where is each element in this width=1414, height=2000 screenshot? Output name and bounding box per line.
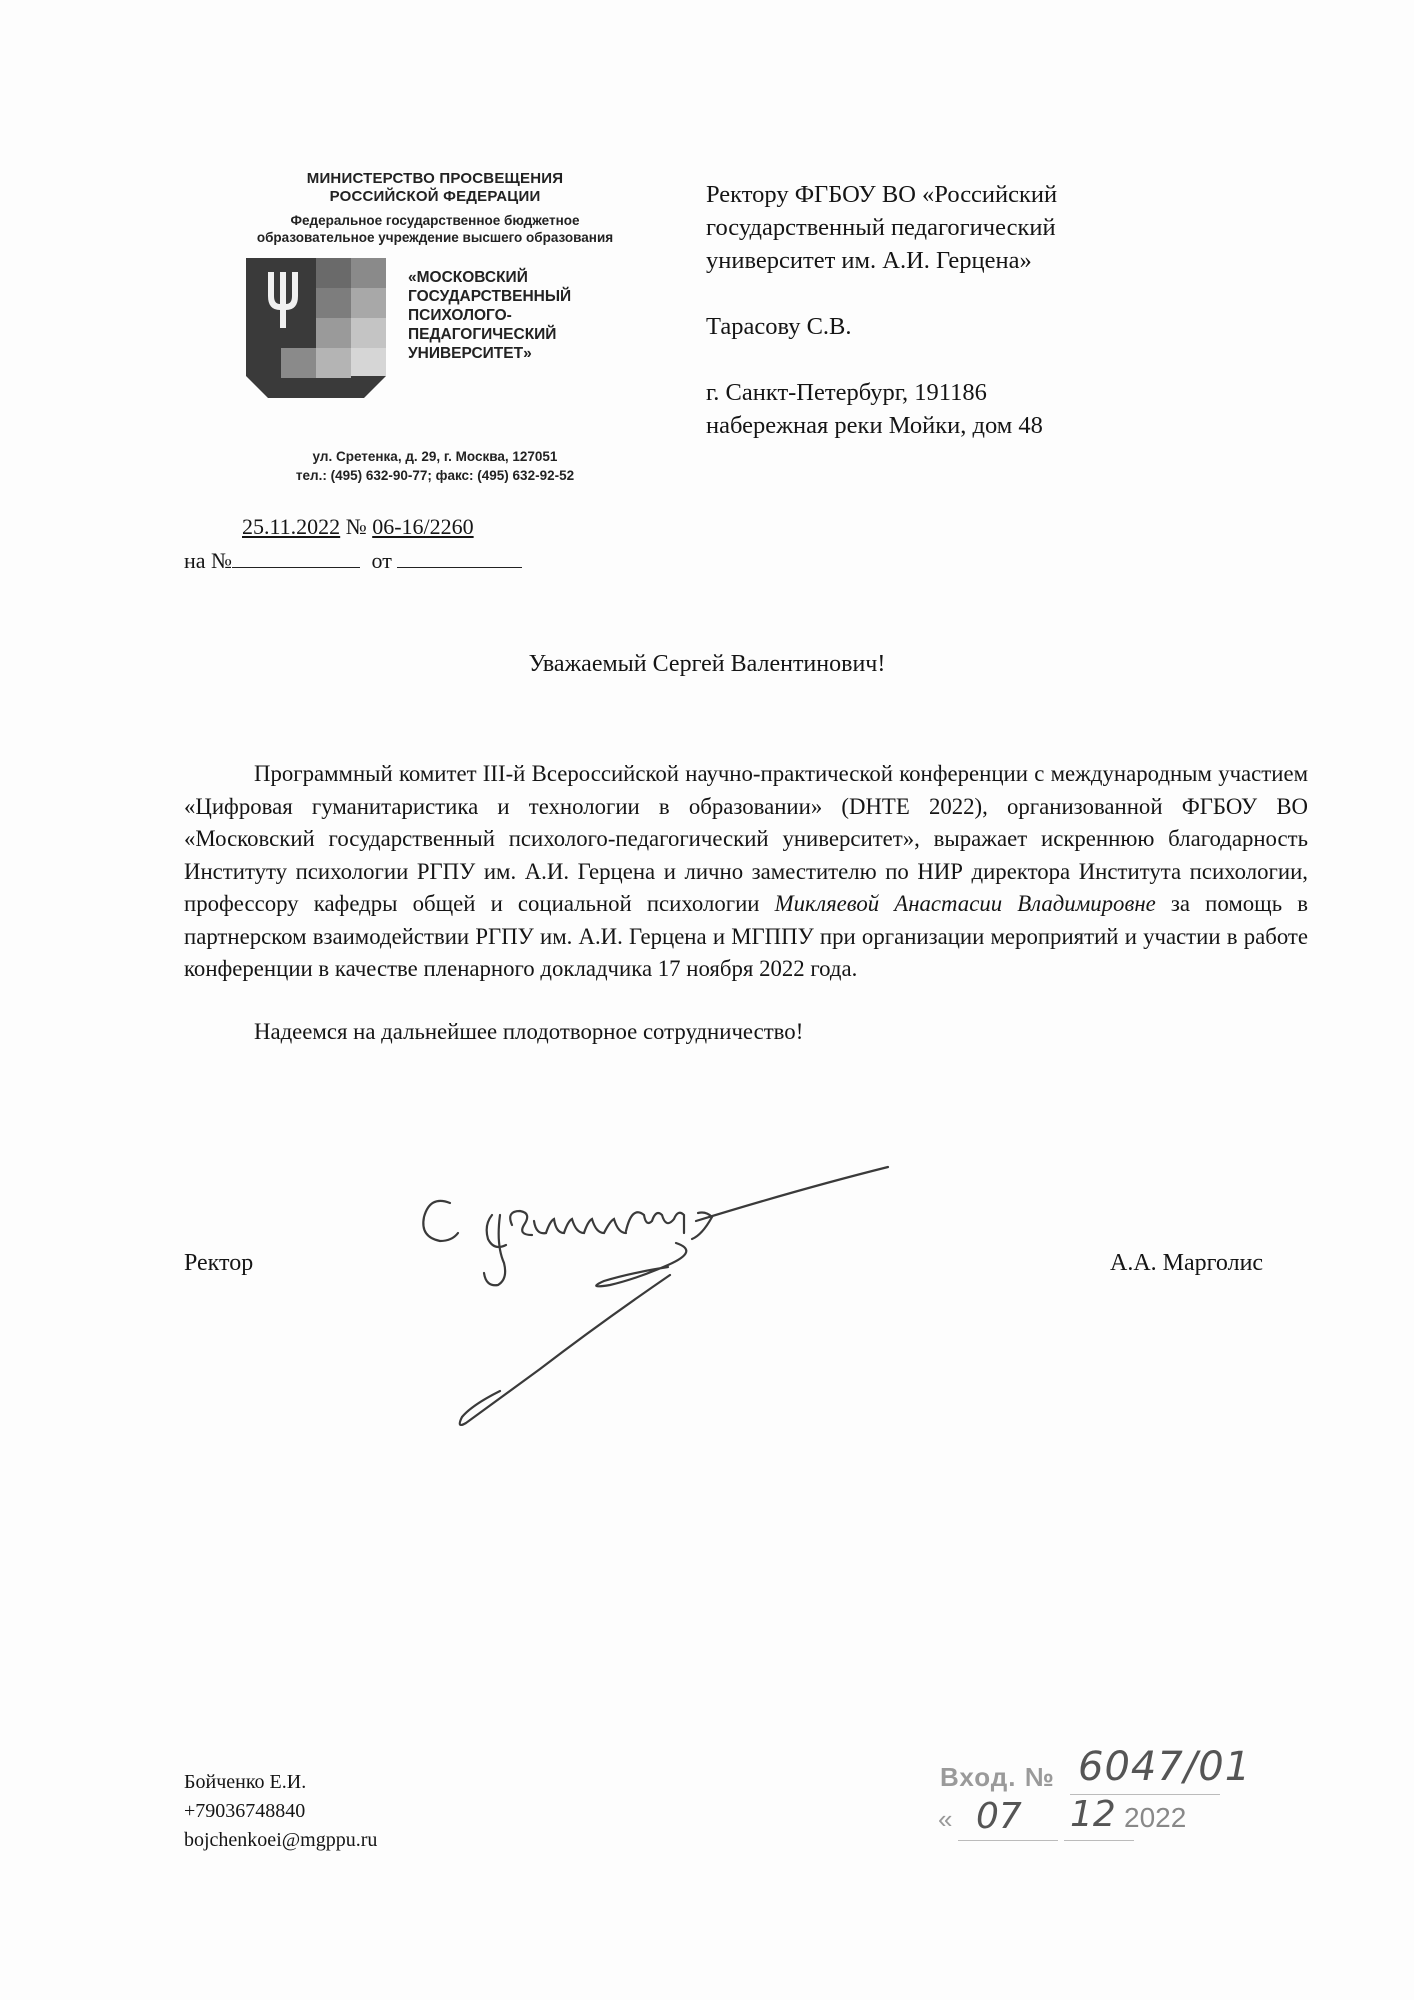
closing-paragraph: Надеемся на дальнейшее плодотворное сотрудничество! bbox=[254, 1018, 804, 1044]
recipient-name: Тарасову С.В. bbox=[706, 313, 852, 340]
handwritten-signature bbox=[400, 1155, 990, 1435]
incoming-stamp bbox=[930, 1740, 1252, 1860]
university-name: «МОСКОВСКИЙ ГОСУДАРСТВЕННЫЙ ПСИХОЛОГО- ПЕДАГОГИЧЕСКИЙ УНИВЕРСИТЕТ» bbox=[408, 269, 572, 362]
contact-name: Бойченко Е.И. bbox=[184, 1771, 307, 1793]
ref-date-blank bbox=[397, 547, 522, 568]
body-paragraph: Программный комитет III-й Всероссийской научно-практической конференции с международным участием «Цифровая гуманитаристика и технологии в образовании» (DHTE 2022), организованной ФГБОУ ВО «Московский государственный психолого-педагогический университет», выражает искреннюю благодарность Институту психологии РГПУ им. А.И. Герцена и лично заместителю по НИР директора Института психологии, профессору кафедры общей и социальной психологии Микляевой Анастасии Владимировне за помощь в партнерском взаимодействии РГПУ им. А.И. Герцена и МГППУ при организации мероприятий и участии в работе конференции в качестве пленарного докладчика 17 ноября 2022 года. bbox=[184, 761, 1308, 981]
stamp-year: 2022 bbox=[1124, 1802, 1187, 1833]
number-sign: № bbox=[345, 514, 367, 539]
stamp-number: 6047/01 bbox=[1078, 1744, 1252, 1790]
university-logo-icon bbox=[246, 258, 386, 410]
honoree-name: Микляевой Анастасии Владимировне bbox=[774, 891, 1156, 916]
ref-from: от bbox=[371, 548, 392, 573]
outgoing-registration bbox=[242, 514, 474, 540]
signatory-name: А.А. Марголис bbox=[1110, 1250, 1264, 1276]
contact-phone: +79036748840 bbox=[184, 1800, 306, 1822]
letterhead bbox=[200, 170, 670, 418]
reg-date: 25.11.2022 bbox=[242, 514, 341, 539]
org-type: Федеральное государственное бюджетное образовательное учреждение высшего образования bbox=[256, 213, 614, 245]
stamp-label: Вход. № bbox=[940, 1762, 1055, 1792]
ministry-name: МИНИСТЕРСТВО ПРОСВЕЩЕНИЯ РОССИЙСКОЙ ФЕДЕРАЦИИ bbox=[306, 170, 564, 205]
stamp-month: 12 bbox=[1070, 1794, 1116, 1835]
stamp-date-prefix: « bbox=[938, 1804, 953, 1834]
contact-email: bojchenkoei@mgppu.ru bbox=[184, 1829, 378, 1851]
stamp-day: 07 bbox=[976, 1796, 1022, 1837]
contact-info bbox=[184, 1768, 377, 1855]
salutation: Уважаемый Сергей Валентинович! bbox=[528, 651, 886, 677]
reg-number: 06-16/2260 bbox=[372, 514, 474, 539]
letterhead-address: ул. Сретенка, д. 29, г. Москва, 127051 тел.: (495) 632-90-77; факс: (495) 632-92-52 bbox=[295, 449, 575, 483]
letter-body bbox=[184, 758, 1308, 1048]
signatory-title: Ректор bbox=[184, 1250, 254, 1276]
recipient-block: Ректору ФГБОУ ВО «Российский государственный педагогический университет им. А.И. Герцена» Тарасову С.В. г. Санкт-Петербург, 191186 набережная реки Мойки, дом 48 bbox=[706, 181, 1058, 439]
ref-number-blank bbox=[232, 547, 360, 568]
ref-prefix: на № bbox=[184, 548, 233, 573]
reference-line bbox=[184, 547, 522, 574]
